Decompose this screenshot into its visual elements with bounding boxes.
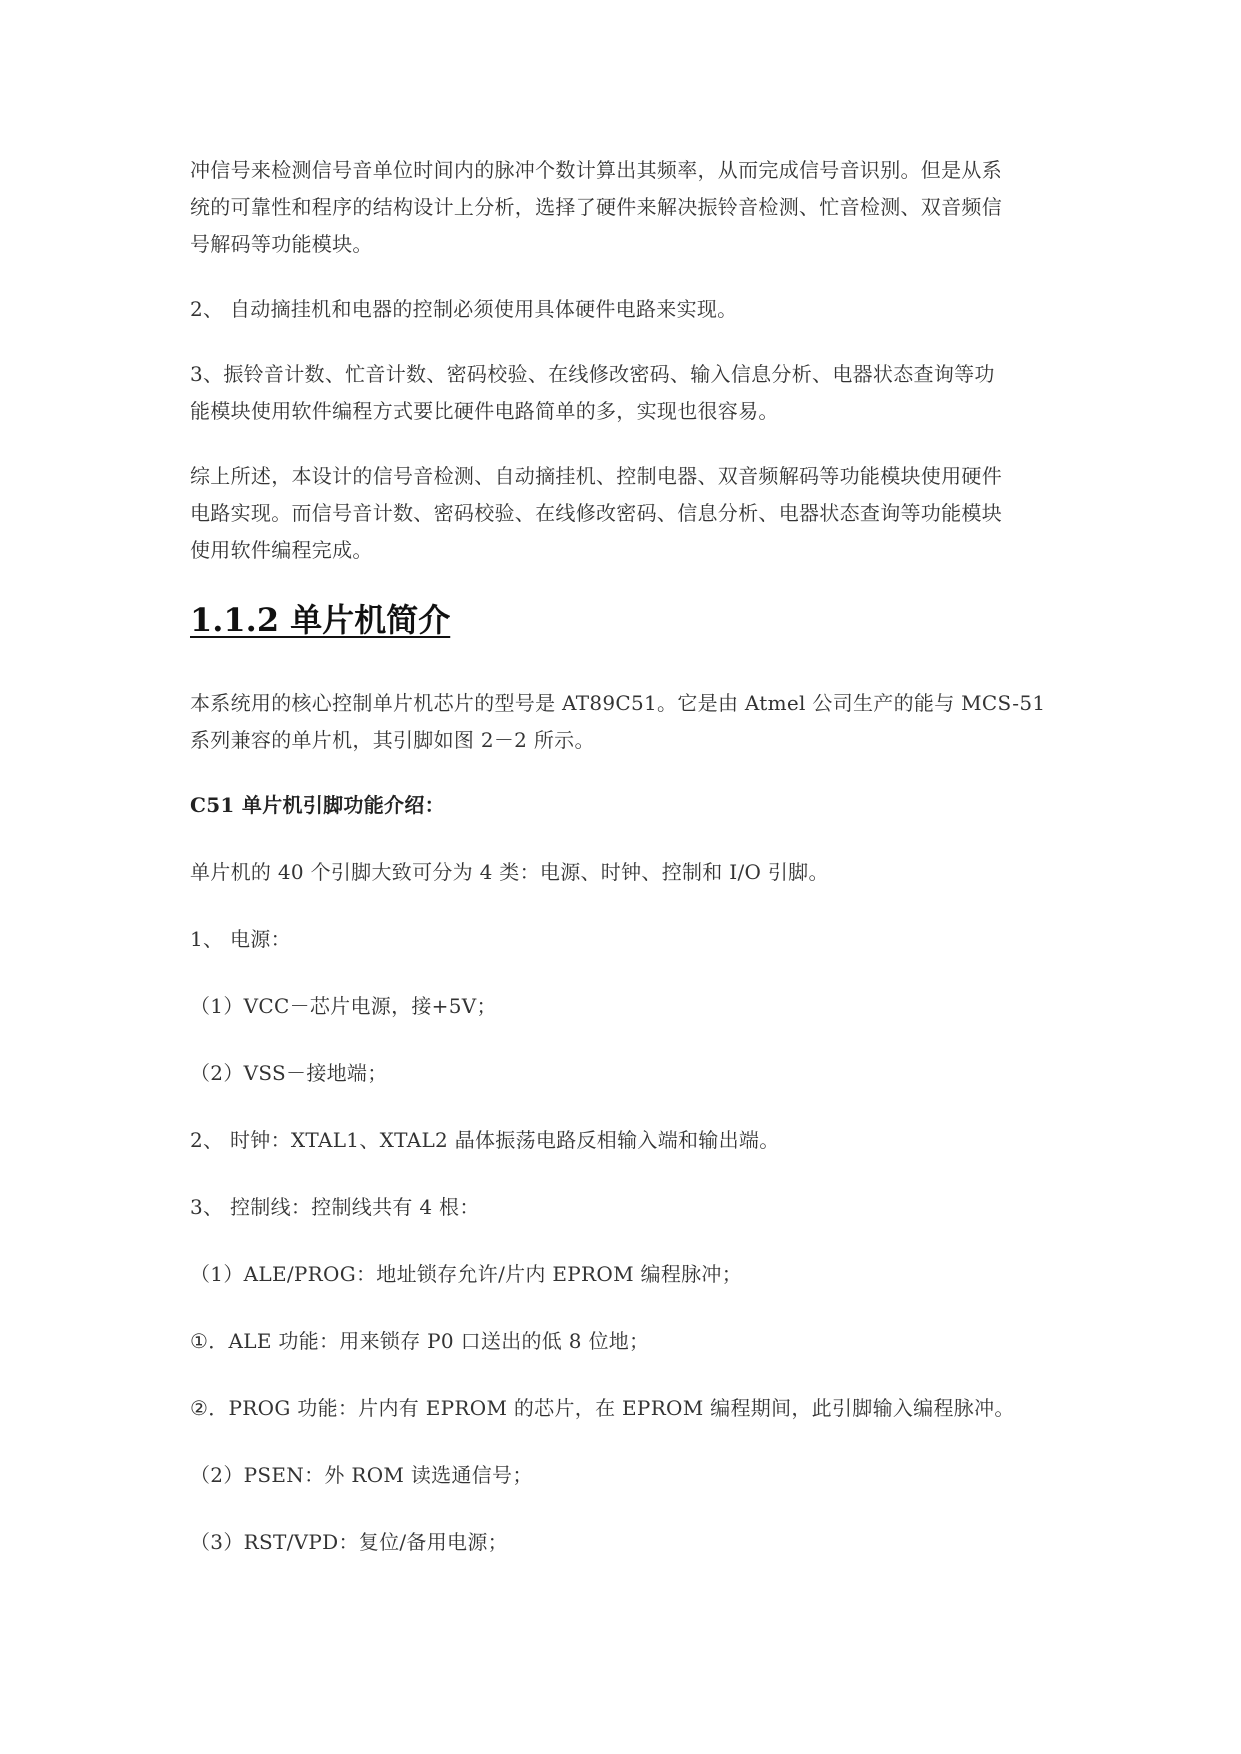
- text-line: 本系统用的核心控制单片机芯片的型号是 AT89C51。它是由 Atmel 公司生产的能与 MCS-51: [190, 691, 1046, 715]
- text-line: 电路实现。而信号音计数、密码校验、在线修改密码、信息分析、电器状态查询等功能模块: [190, 501, 1002, 525]
- subheading: C51 单片机引脚功能介绍：: [190, 793, 445, 817]
- text-line: 能模块使用软件编程方式要比硬件电路简单的多，实现也很容易。: [190, 399, 779, 423]
- text-line: 冲信号来检测信号音单位时间内的脉冲个数计算出其频率，从而完成信号音识别。但是从系: [190, 158, 1002, 182]
- paragraph-signal-detection: [190, 152, 1056, 263]
- text-line: 使用软件编程完成。: [190, 538, 373, 562]
- list-item: （1）ALE/PROG：地址锁存允许/片内 EPROM 编程脉冲；: [190, 1262, 743, 1286]
- section-heading: 1.1.2 单片机简介: [190, 601, 451, 639]
- text-line: 号解码等功能模块。: [190, 232, 373, 256]
- text-line: 3、振铃音计数、忙音计数、密码校验、在线修改密码、输入信息分析、电器状态查询等功: [190, 362, 995, 386]
- list-item: ②．PROG 功能：片内有 EPROM 的芯片，在 EPROM 编程期间，此引脚输入编程脉冲。: [190, 1396, 1015, 1420]
- paragraph-intro: [190, 685, 1056, 759]
- list-item-3: [190, 356, 1056, 430]
- paragraph-summary: [190, 458, 1056, 569]
- list-item: 1、 电源：: [190, 927, 291, 951]
- text-line: 综上所述，本设计的信号音检测、自动摘挂机、控制电器、双音频解码等功能模块使用硬件: [190, 464, 1002, 488]
- list-item: （2）VSS－接地端；: [190, 1061, 388, 1085]
- text-line: 系列兼容的单片机，其引脚如图 2－2 所示。: [190, 728, 595, 752]
- paragraph-pins-overview: 单片机的 40 个引脚大致可分为 4 类：电源、时钟、控制和 I/O 引脚。: [190, 860, 829, 884]
- list-item: 2、 时钟：XTAL1、XTAL2 晶体振荡电路反相输入端和输出端。: [190, 1128, 780, 1152]
- list-item: ①．ALE 功能：用来锁存 P0 口送出的低 8 位地；: [190, 1329, 650, 1353]
- document-body: [190, 152, 1056, 1561]
- list-item: （3）RST/VPD：复位/备用电源；: [190, 1530, 508, 1554]
- list-item-2: 2、 自动摘挂机和电器的控制必须使用具体硬件电路来实现。: [190, 297, 738, 321]
- text-line: 统的可靠性和程序的结构设计上分析，选择了硬件来解决振铃音检测、忙音检测、双音频信: [190, 195, 1002, 219]
- list-item: （2）PSEN：外 ROM 读选通信号；: [190, 1463, 533, 1487]
- list-item: （1）VCC－芯片电源，接+5V；: [190, 994, 497, 1018]
- list-item: 3、 控制线：控制线共有 4 根：: [190, 1195, 480, 1219]
